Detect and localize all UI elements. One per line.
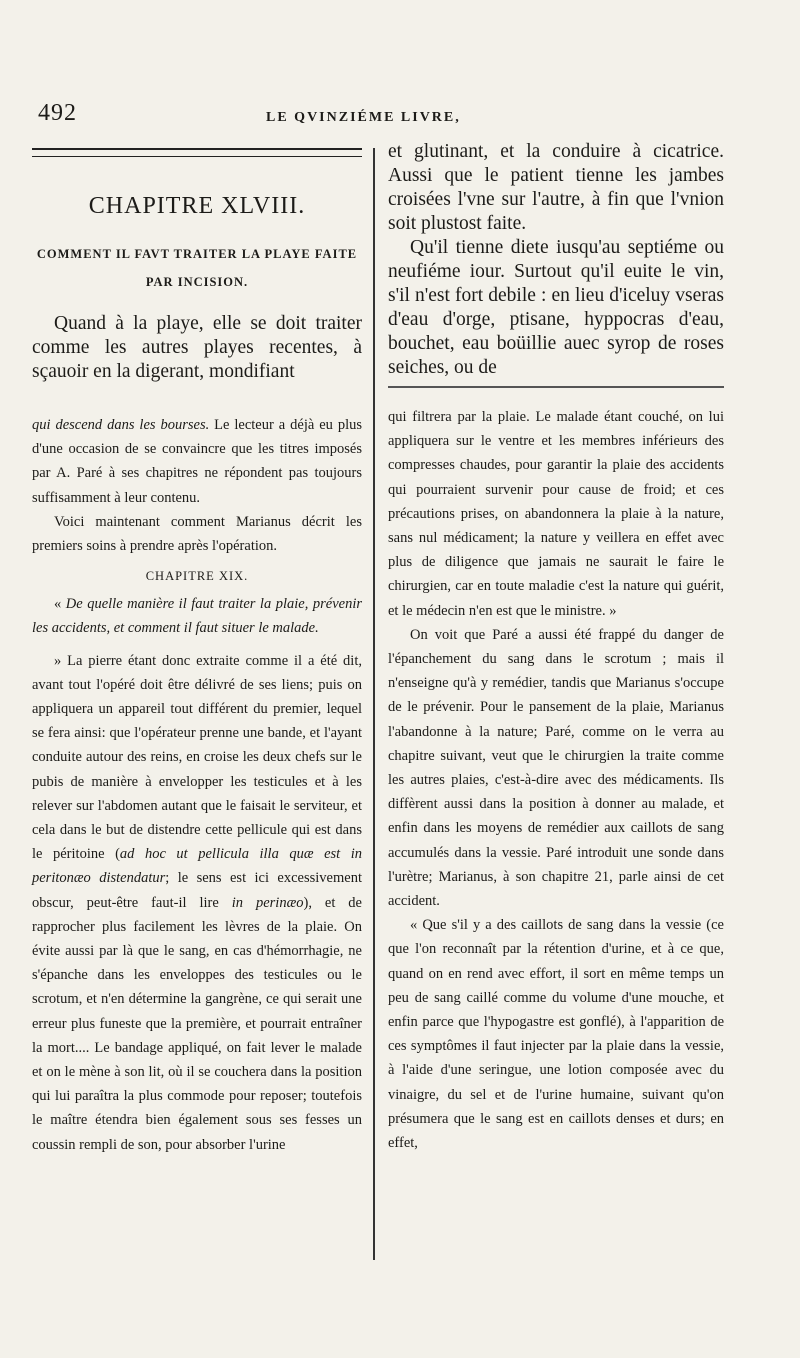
quoted-body-italic-1: ad hoc ut pellicula illa quæ est in peritonæo distendatur [32,846,362,887]
quoted-chapter-heading: CHAPITRE XIX. [145,569,249,584]
chapter-title: CHAPITRE XLVIII. [88,193,306,219]
quoted-chapter-title-text: De quelle manière il faut traiter la plaie, prévenir les accidents, et comment il faut situer le malade. [32,596,362,637]
footnote-continued: qui filtrera par la plaie. Le malade étant couché, on lui appliquera sur le ventre et les membres inférieurs des compresses chaudes, pour garantir la plaie des accidents qui pourraient survenir pour cause de froid; et ces précautions prises, on abandonnera la plaie à la nature, sans nul médicament; la nature y veillera en effet avec plus de diligence que jamais ne saurait le faire le chirurgien, car en toute maladie c'est la nature qui guérit, et le médecin n'en est que le ministre. » [388,409,724,619]
chapter-subtitle: COMMENT IL FAVT TRAITER LA PLAYE FAITE PAR INCISION. [36,247,358,289]
quoted-chapter-title [32,592,362,640]
left-column [32,140,362,1157]
footnote-italic: qui descend dans les bourses. [32,417,210,433]
header-double-rule [32,148,362,157]
quote-open-mark: « [54,596,66,613]
text-separator [32,400,362,401]
main-text-continued: et glutinant, et la conduire à cicatrice. Aussi que le patient tienne les jambes croisées l'vne sur l'autre, à fin que l'vnion soit plustost faite. [388,141,724,234]
chapter-intro-text: Quand à la playe, elle se doit traiter comme les autres playes recentes, à sçauoir en la digerant, mondifiant [32,313,362,382]
quoted-body-part-3: ), et de rapprocher plus facilement les lèvres de la plaie. On évite aussi par là que le sang, en cas d'hémorrhagie, ne s'épanche dans les enveloppes des testicules ou le scrotum, et n'en détermine la gangrène, ce qui serait une erreur plus funeste que la première, et pourrait entraîner la mort.... Le bandage appliqué, on fait lever le malade et on le mène à son lit, où il se couchera dans la position qui lui paraîtra la plus commode pour reposer; toutefois le maître étendra bien également sous ses fesses un coussin rempli de son, pour absorber l'urine [32,894,362,1153]
quoted-body-part-2: ; le sens est ici excessivement obscur, peut-être faut-il lire [32,870,362,911]
running-title: LE QVINZIÉME LIVRE, [266,110,461,125]
page-header [38,100,778,136]
footnote-commentary: On voit que Paré a aussi été frappé du danger de l'épanchement du sang dans le scrotum ; mais il n'enseigne qu'à y remédier, tandis que Marianus s'occupe de le prévenir. Pour le pansement de la plaie, Marianus l'abandonne à la nature; Paré, comme on le verra au chapitre suivant, veut que le chirurgien la traite comme les autres plaies, c'est-à-dire avec des médicaments. Ils diffèrent aussi dans la position à donner au malade, et enfin dans les moyens de remédier aux caillots de sang accumulés dans la vessie. Paré introduit une sonde dans l'urètre; Marianus, à son chapitre 21, parle ainsi de cet accident. [388,626,724,910]
quoted-body [32,649,362,1157]
text-separator [388,386,724,389]
main-text-paragraph: Qu'il tienne diete iusqu'au septiéme ou neufiéme iour. Surtout qu'il euite le vin, s'il n'est fort debile : en lieu d'iceluy vseras d'eau d'orge, ptisane, hyppocras d'eau, bouchet, eau boüillie auec syrop de roses seiches, ou de [388,237,724,378]
page-number: 492 [38,100,77,126]
footnote-paragraph [32,413,362,510]
right-column [388,140,724,1155]
footnote-quote: « Que s'il y a des caillots de sang dans la vessie (ce que l'on reconnaît par la rétention d'urine, et à ce que, quand on en rend avec effort, il sort en même temps un peu de sang caillé comme du volume d'une mouche, et enfin parce que l'hypogastre est gonflé), à l'apparition de ces symptômes il faut injecter par la plaie dans la vessie, à l'aide d'une seringue, une lotion composée avec du vinaigre, du sel et de l'urine humaine, suivant qu'on présumera que le sang est en caillots denses et durs; en effet, [388,917,724,1152]
quoted-body-italic-2: in perinæo [231,894,304,911]
column-divider [373,148,375,1260]
footnote-text: Le lecteur a déjà eu plus d'une occasion de se convaincre que les titres imposés par A. Paré à ses chapitres ne répondent pas toujours suffisamment à leur contenu. [32,417,363,506]
footnote-paragraph-2: Voici maintenant comment Marianus décrit les premiers soins à prendre après l'opération. [32,513,362,555]
quoted-body-part-1: » La pierre étant donc extraite comme il a été dit, avant tout l'opéré doit être délivré de ses liens; puis on appliquera un appareil tout différent du premier, lequel se fera ainsi: que l'opérateur prenne une bande, et l'ayant conduite autour des reins, en croise les deux chefs sur le pubis de manière à envelopper les testicules et à les relever sur l'abdomen autant que le faisait le serviteur, et cela dans le but de distendre cette pellicule qui est dans le péritoine ( [32,652,362,863]
